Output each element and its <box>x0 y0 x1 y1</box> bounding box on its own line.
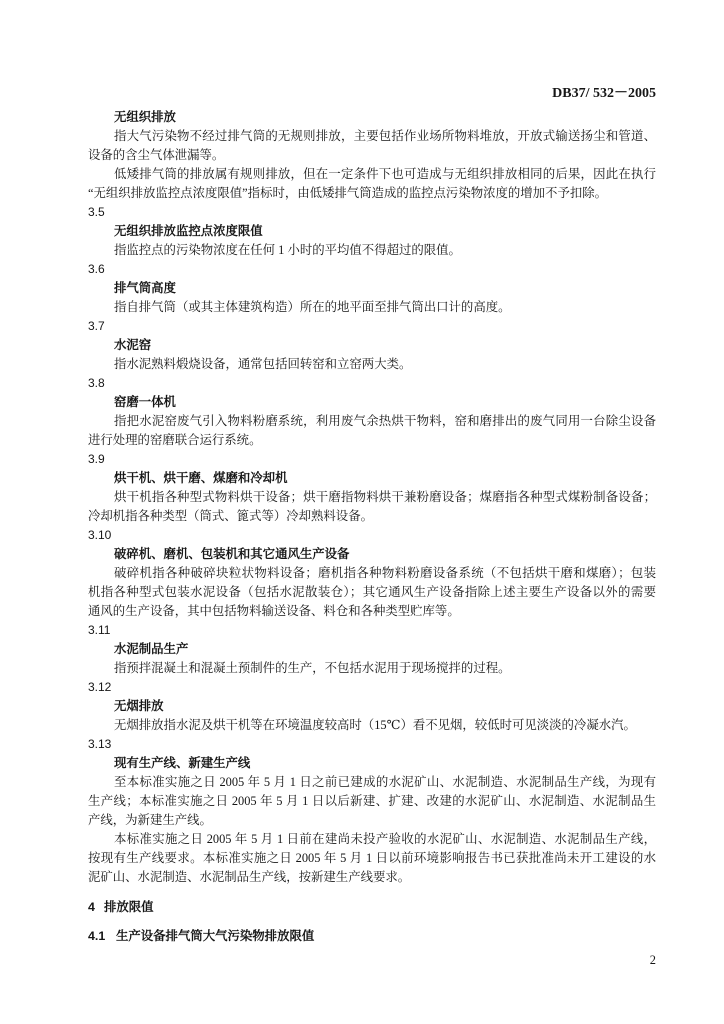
clause-number: 3.5 <box>88 205 105 219</box>
clause-number: 3.13 <box>88 737 112 751</box>
page-number: 2 <box>649 953 656 967</box>
definition-3-13 <box>88 735 656 887</box>
page-content <box>88 108 656 946</box>
definition-text: 烘干机指各种型式物料烘干设备；烘干磨指物料烘干兼粉磨设备；煤磨指各种型式煤粉制备设备； <box>114 490 656 504</box>
definition-3-7 <box>88 317 656 374</box>
definition-text: 指水泥熟料煅烧设备，通常包括回转窑和立窑两大类。 <box>114 357 412 371</box>
definition-text: “无组织排放监控点浓度限值”指标时，由低矮排气筒造成的监控点污染物浓度的增加不予扣除。 <box>88 186 608 200</box>
definition-3-8 <box>88 374 656 450</box>
clause-number: 3.11 <box>88 623 111 637</box>
definition-3-10 <box>88 526 656 621</box>
section-number: 4 <box>88 900 95 914</box>
term-title: 无组织排放 <box>114 110 176 124</box>
term-title: 无组织排放监控点浓度限值 <box>114 224 263 238</box>
term-title: 烘干机、烘干磨、煤磨和冷却机 <box>114 471 288 485</box>
definition-text: 进行处理的窑磨联合运行系统。 <box>88 433 262 447</box>
section-title: 排放限值 <box>104 900 154 914</box>
term-title: 排气筒高度 <box>114 281 176 295</box>
definition-text: 产线，为新建生产线。 <box>88 813 212 827</box>
subsection-number: 4.1 <box>88 929 106 943</box>
definition-text: 至本标准实施之日 2005 年 5 月 1 日之前已建成的水泥矿山、水泥制造、水泥制品生产线，为现有 <box>114 775 656 789</box>
definition-3-9 <box>88 450 656 526</box>
clause-number: 3.8 <box>88 376 105 390</box>
term-title: 窑磨一体机 <box>114 395 176 409</box>
definition-unorganized-emission <box>88 108 656 203</box>
definition-text: 通风的生产设备，其中包括物料输送设备、料仓和各种类型贮库等。 <box>88 604 460 618</box>
definition-text: 生产线；本标准实施之日 2005 年 5 月 1 日以后新建、扩建、改建的水泥矿山、水泥制造、水泥制品生 <box>88 794 656 808</box>
clause-number: 3.12 <box>88 680 112 694</box>
definition-text: 指监控点的污染物浓度在任何 1 小时的平均值不得超过的限值。 <box>114 243 461 257</box>
term-title: 破碎机、磨机、包装机和其它通风生产设备 <box>114 547 350 561</box>
term-title: 无烟排放 <box>114 699 164 713</box>
definition-3-5 <box>88 203 656 260</box>
standard-code: DB37/ 532－2005 <box>552 86 656 101</box>
definition-3-12 <box>88 678 656 735</box>
definition-text: 泥矿山、水泥制造、水泥制品生产线，按新建生产线要求。 <box>88 870 411 884</box>
clause-number: 3.7 <box>88 319 105 333</box>
definition-text: 指大气污染物不经过排气筒的无规则排放，主要包括作业场所物料堆放，开放式输送扬尘和管道、 <box>114 129 656 143</box>
clause-number: 3.6 <box>88 262 105 276</box>
clause-number: 3.9 <box>88 452 105 466</box>
term-title: 水泥窑 <box>114 338 152 352</box>
definition-text: 机指各种型式包装水泥设备（包括水泥散装仓）；其它通风生产设备指除上述主要生产设备以外的需要 <box>88 585 656 599</box>
definition-text: 指把水泥窑废气引入物料粉磨系统，利用废气余热烘干物料，窑和磨排出的废气同用一台除尘设备 <box>114 414 656 428</box>
term-title: 水泥制品生产 <box>114 642 189 656</box>
definition-text: 低矮排气筒的排放属有规则排放，但在一定条件下也可造成与无组织排放相同的后果，因此在执行 <box>114 167 656 181</box>
definition-text: 指自排气筒（或其主体建筑构造）所在的地平面至排气筒出口计的高度。 <box>114 300 511 314</box>
term-title: 现有生产线、新建生产线 <box>114 756 251 770</box>
subsection-heading <box>88 927 656 946</box>
subsection-title: 生产设备排气筒大气污染物排放限值 <box>116 929 315 943</box>
definition-text: 破碎机指各种破碎块粒状物料设备；磨机指各种物料粉磨设备系统（不包括烘干磨和煤磨）；包装 <box>114 566 656 580</box>
clause-number: 3.10 <box>88 528 112 542</box>
definition-text: 按现有生产线要求。本标准实施之日 2005 年 5 月 1 日以前环境影响报告书已获批准尚未开工建设的水 <box>88 851 656 865</box>
definition-text: 本标准实施之日 2005 年 5 月 1 日前在建尚未投产验收的水泥矿山、水泥制造、水泥制品生产线， <box>114 832 656 846</box>
definition-text: 指预拌混凝土和混凝土预制件的生产，不包括水泥用于现场搅拌的过程。 <box>114 661 511 675</box>
definition-3-6 <box>88 260 656 317</box>
definition-text: 无烟排放指水泥及烘干机等在环境温度较高时（15℃）看不见烟，较低时可见淡淡的冷凝水汽。 <box>114 718 636 732</box>
definition-text: 冷却机指各种类型（筒式、篦式等）冷却熟料设备。 <box>88 509 373 523</box>
definition-3-11 <box>88 621 656 678</box>
section-heading <box>88 898 656 917</box>
definition-text: 设备的含尘气体泄漏等。 <box>88 148 225 162</box>
